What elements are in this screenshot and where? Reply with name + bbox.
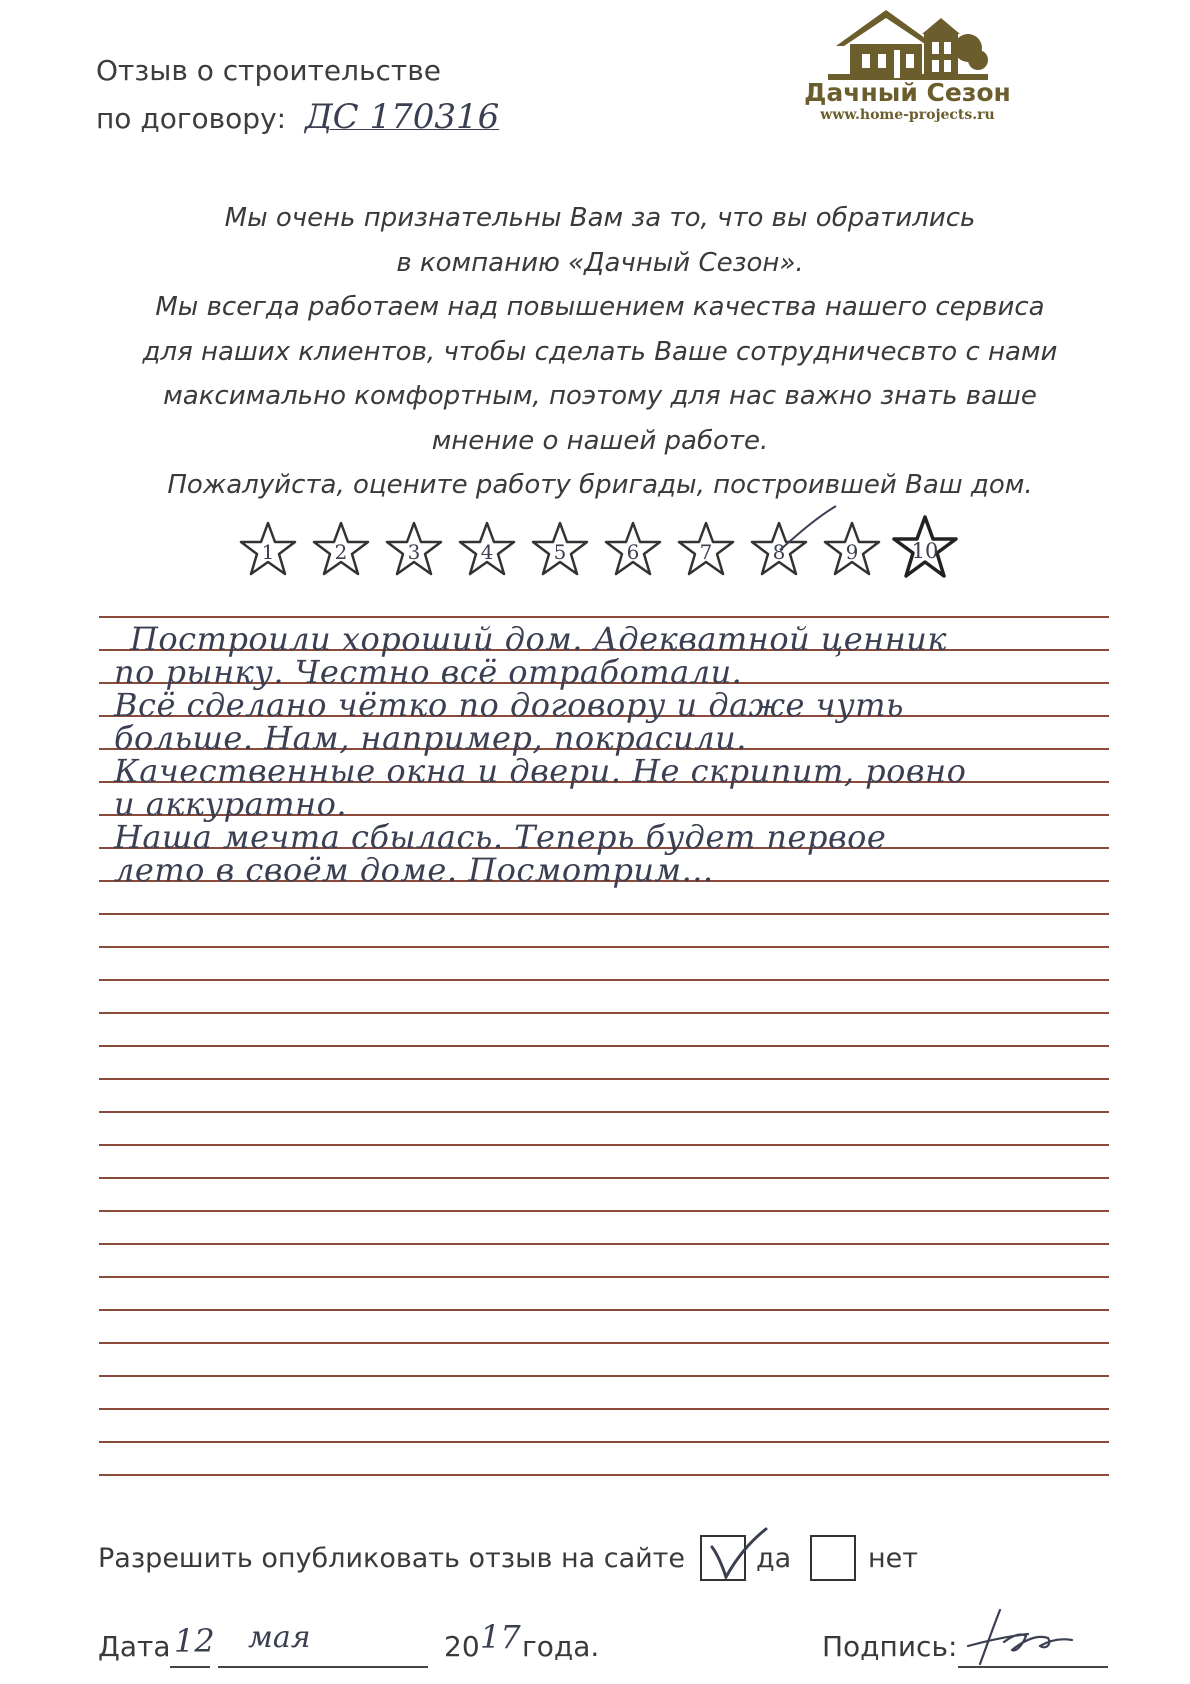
form-footer [98, 1618, 1118, 1672]
year-prefix: 20 [444, 1630, 480, 1663]
review-line: больше. Нам, например, покрасили. [114, 719, 747, 757]
date-month[interactable]: мая [248, 1620, 311, 1655]
star-number: 8 [772, 540, 786, 564]
review-line: по рынку. Честно всё отработали. [114, 653, 743, 691]
intro-line: для наших клиентов, чтобы сделать Ваше сотрудничесвто с нами [142, 336, 1058, 367]
ruled-line [99, 1078, 1109, 1080]
logo-company-name: Дачный Сезон [804, 78, 1011, 107]
publish-yes-label: да [756, 1543, 792, 1574]
ruled-line [99, 1309, 1109, 1311]
ruled-line [99, 1243, 1109, 1245]
ruled-line [99, 1144, 1109, 1146]
intro-line: мнение о нашей работе. [431, 425, 769, 456]
ruled-line [99, 1177, 1109, 1179]
intro-line: Пожалуйста, оцените работу бригады, построившей Ваш дом. [167, 470, 1033, 500]
ruled-line [99, 913, 1109, 915]
form-title: Отзыв о строительстве [96, 54, 441, 87]
contract-label: по договору: [96, 102, 287, 135]
rating-star-2[interactable] [311, 520, 371, 580]
intro-text [100, 196, 1100, 508]
year-label: года. [522, 1630, 600, 1663]
review-line: Наша мечта сбылась. Теперь будет первое [114, 818, 887, 856]
date-label: Дата [98, 1630, 171, 1663]
intro-line: Мы очень признательны Вам за то, что вы обратились [224, 203, 976, 233]
ruled-line [99, 1045, 1109, 1047]
publish-label: Разрешить опубликовать отзыв на сайте [98, 1543, 685, 1574]
company-logo [800, 4, 1015, 134]
publish-no-checkbox[interactable] [810, 1535, 856, 1581]
star-number: 1 [261, 540, 275, 564]
contract-number[interactable]: ДС 170316 [305, 97, 500, 137]
star-number: 10 [911, 539, 939, 563]
ruled-line [99, 946, 1109, 948]
date-month-underline [218, 1666, 428, 1668]
intro-line: в компанию «Дачный Сезон». [396, 247, 804, 278]
ruled-line [99, 1342, 1109, 1344]
rating-star-6[interactable] [603, 520, 663, 580]
ruled-line [99, 1474, 1109, 1476]
star-number: 7 [699, 540, 713, 564]
house-logo-icon [828, 4, 988, 80]
rating-star-1[interactable] [238, 520, 298, 580]
year-suffix[interactable]: 17 [480, 1618, 521, 1656]
intro-line: максимально комфортным, поэтому для нас важно знать ваше [163, 381, 1037, 411]
publish-yes-checkbox[interactable] [700, 1535, 746, 1581]
star-number: 5 [553, 540, 567, 564]
star-number: 2 [334, 540, 348, 564]
rating-star-4[interactable] [457, 520, 517, 580]
ruled-line [99, 1408, 1109, 1410]
star-number: 9 [845, 540, 859, 564]
signature-label: Подпись: [822, 1630, 958, 1663]
date-day[interactable]: 12 [174, 1622, 215, 1660]
contract-line [96, 94, 499, 142]
star-number: 6 [626, 540, 640, 564]
review-line: Построили хороший дом. Адекватной ценник [130, 620, 948, 658]
intro-line: Мы всегда работаем над повышением качества нашего сервиса [155, 292, 1045, 322]
ruled-line [99, 1441, 1109, 1443]
ruled-line [99, 979, 1109, 981]
star-number: 3 [407, 540, 421, 564]
ruled-line [99, 1276, 1109, 1278]
form-header [96, 48, 499, 142]
rating-star-10[interactable] [890, 514, 960, 584]
ruled-line [99, 1012, 1109, 1014]
rating-stars [238, 520, 978, 600]
review-line: и аккуратно. [114, 785, 348, 823]
ruled-line [99, 1111, 1109, 1113]
rating-star-5[interactable] [530, 520, 590, 580]
star-number: 4 [480, 540, 494, 564]
rating-star-3[interactable] [384, 520, 444, 580]
review-line: Всё сделано чётко по договору и даже чуть [114, 686, 904, 724]
review-line: Качественные окна и двери. Не скрипит, ровно [114, 752, 967, 790]
logo-website: www.home-projects.ru [820, 107, 995, 123]
pen-stroke-icon [778, 504, 838, 554]
review-line: лето в своём доме. Посмотрим... [114, 851, 714, 889]
signature-mark[interactable] [960, 1606, 1080, 1670]
ruled-line [99, 1210, 1109, 1212]
ruled-line [99, 1375, 1109, 1377]
date-day-underline [170, 1666, 210, 1668]
publish-no-label: нет [868, 1543, 918, 1574]
rating-star-7[interactable] [676, 520, 736, 580]
ruled-line [99, 616, 1109, 618]
